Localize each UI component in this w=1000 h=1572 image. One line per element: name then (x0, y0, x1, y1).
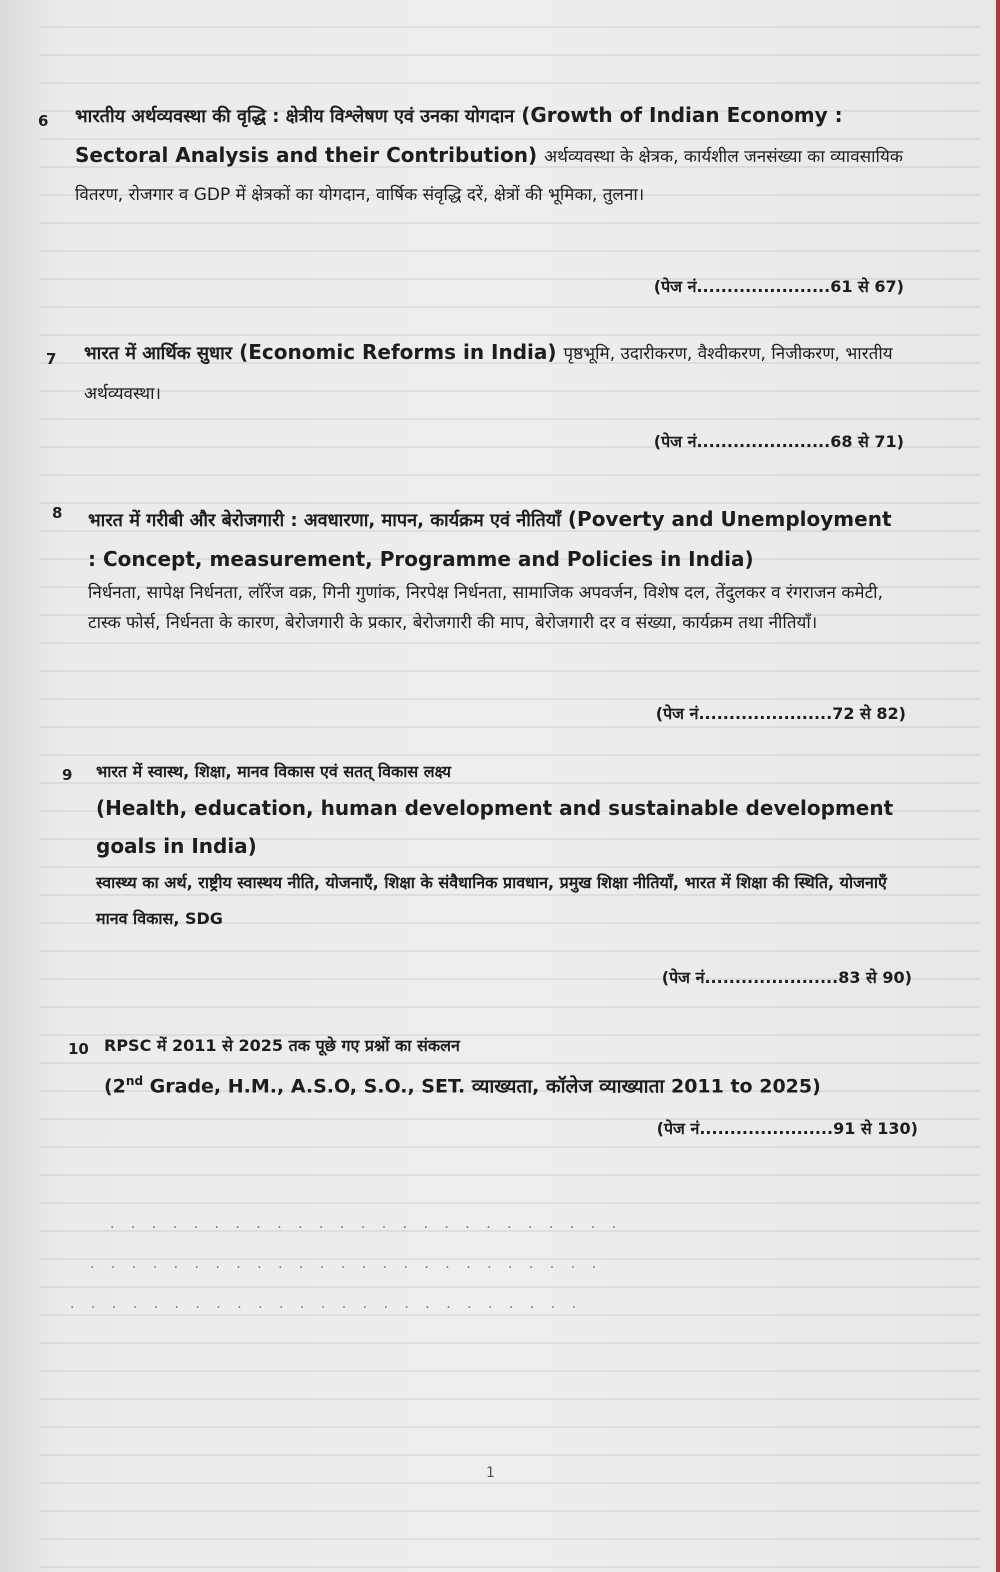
entry-title-hindi: भारत में आर्थिक सुधार (84, 343, 233, 364)
dotted-line: . . . . . . . . . . . . . . . . . . . . . . . . . (70, 1296, 583, 1312)
entry-title-hindi: भारत में स्वास्थ, शिक्षा, मानव विकास एवं सतत् विकास लक्ष्य (96, 762, 452, 781)
page-range: (पेज नं......................83 से 90) (661, 968, 912, 987)
entry-number: 6 (38, 112, 49, 130)
entry-title-english (104, 1062, 914, 1105)
dotted-line: . . . . . . . . . . . . . . . . . . . . . . . . . (90, 1256, 603, 1272)
entry-title-english: (Health, education, human development and sustainable development goals in India) (96, 796, 894, 858)
toc-entry-7 (84, 333, 906, 411)
grade-superscript: nd (125, 1074, 144, 1088)
entry-body: निर्धनता, सापेक्ष निर्धनता, लॉरेंज वक्र, गिनी गुणांक, निरपेक्ष निर्धनता, सामाजिक अपवर्जन, विशेष दल, तेंदुलकर व रंगराजन कमेटी, टास्क फोर्स, निर्धनता के कारण, बेरोजगारी के प्रकार, बेरोजगारी की माप, बेरोजगारी दर व संख्या, कार्यक्रम तथा नीतियाँ। (88, 583, 883, 633)
toc-entry-10 (104, 1030, 914, 1105)
entry-body: पृष्ठभूमि, उदारीकरण, वैश्वीकरण, निजीकरण, भारतीय अर्थव्यवस्था। (84, 344, 893, 404)
entry-title-english: (Growth of Indian Economy : Sectoral Analysis and their Contribution) (75, 103, 843, 167)
toc-entry-9 (96, 755, 908, 937)
entry-title-english: (Poverty and Unemployment : Concept, measurement, Programme and Policies in India) (88, 507, 892, 571)
toc-entry-6 (75, 96, 905, 212)
entry-title-english: (Economic Reforms in India) (239, 340, 557, 364)
entry-title-hindi: भारतीय अर्थव्यवस्था की वृद्धि : क्षेत्रीय विश्लेषण एवं उनका योगदान (75, 106, 515, 127)
page-range: (पेज नं......................61 से 67) (653, 277, 904, 296)
entry-title-hindi: भारत में गरीबी और बेरोजगारी : अवधारणा, मापन, कार्यक्रम एवं नीतियाँ (88, 510, 561, 531)
dotted-line: . . . . . . . . . . . . . . . . . . . . . . . . . (110, 1216, 623, 1232)
entry-number: 9 (62, 766, 73, 784)
grade-prefix: (2 (104, 1075, 126, 1098)
entry-number: 7 (46, 350, 57, 368)
page-range: (पेज नं......................68 से 71) (653, 432, 904, 451)
toc-entry-8 (88, 500, 906, 638)
page-range: (पेज नं......................72 से 82) (655, 704, 906, 723)
entry-number: 10 (68, 1040, 89, 1058)
entry-title (88, 500, 906, 578)
entry-body: अर्थव्यवस्था के क्षेत्रक, कार्यशील जनसंख्या का व्यावसायिक वितरण, रोजगार व GDP में क्षेत्रकों का योगदान, वार्षिक संवृद्धि दरें, क्षेत्रों की भूमिका, तुलना। (75, 147, 903, 205)
grade-suffix: Grade, H.M., A.S.O, S.O., SET. व्याख्यता, कॉलेज व्याख्याता 2011 to 2025) (143, 1075, 821, 1098)
entry-title (84, 333, 906, 411)
page-range: (पेज नं......................91 से 130) (656, 1119, 918, 1138)
page-edge (996, 0, 1000, 1572)
entry-title (75, 96, 905, 212)
entry-title-hindi: RPSC में 2011 से 2025 तक पूछे गए प्रश्नों का संकलन (104, 1036, 460, 1055)
entry-body: स्वास्थ्य का अर्थ, राष्ट्रीय स्वास्थय नीति, योजनाएँ, शिक्षा के संवैधानिक प्रावधान, प्रमुख शिक्षा नीतियाँ, भारत में शिक्षा की स्थिति, योजनाएँ मानव विकास, SDG (96, 873, 887, 928)
page-mark: 1 (486, 1465, 495, 1481)
entry-number: 8 (52, 504, 63, 522)
